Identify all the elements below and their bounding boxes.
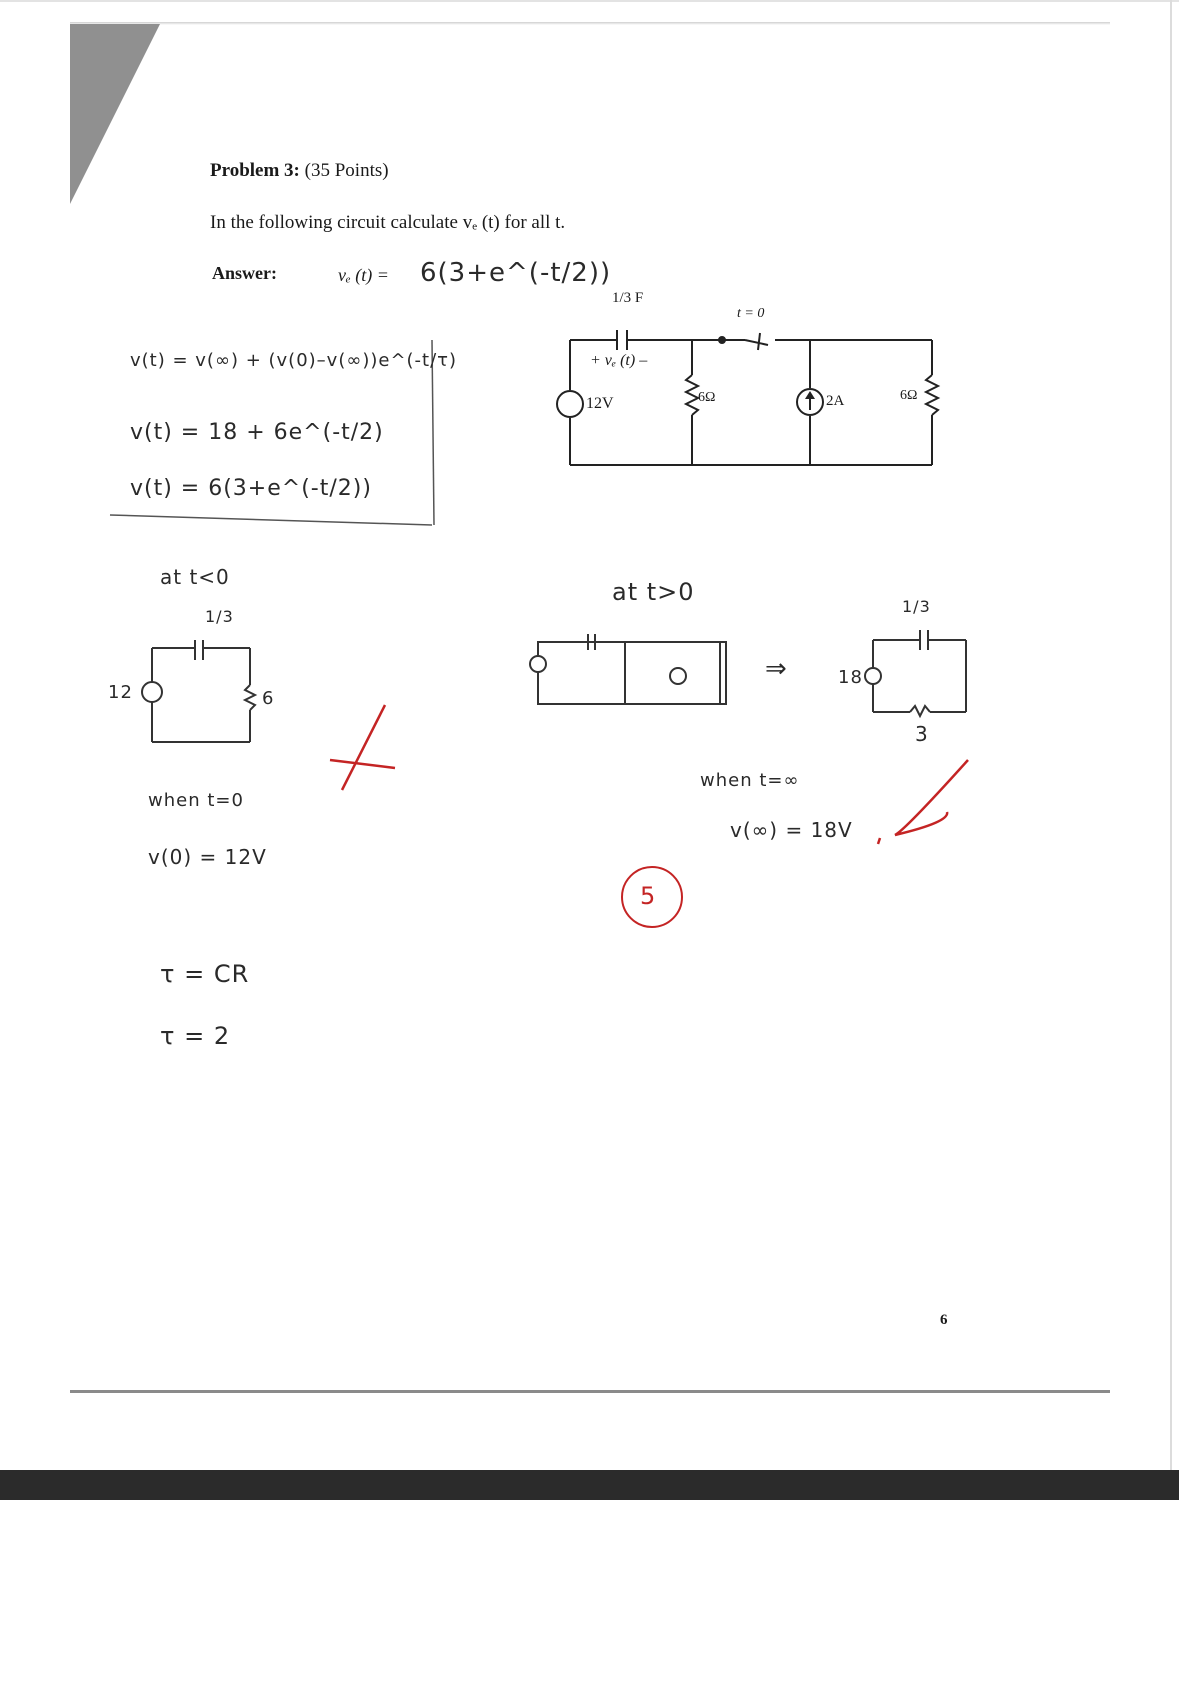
resistor1-label: 6Ω: [698, 390, 716, 405]
problem-points: (35 Points): [304, 160, 389, 181]
answer-value: 6(3+e^(-t/2)): [420, 258, 612, 288]
score: 5: [640, 882, 657, 910]
arrow-icon: ⇒: [765, 654, 788, 684]
answer-label: Answer:: [212, 263, 277, 283]
tau-definition: τ = CR: [160, 960, 250, 988]
switch-label: t = 0: [737, 306, 765, 321]
after-capacitor-label: 1/3: [902, 597, 931, 616]
v-infinity-value: v(∞) = 18V: [730, 818, 853, 842]
before-source-icon: [142, 682, 162, 702]
problem-statement: In the following circuit calculate vₑ (t) for all t.: [210, 212, 566, 233]
voltage-source-icon: [557, 391, 583, 417]
before-resistor-label: 6: [262, 688, 275, 709]
problem-title: Problem 3:: [210, 160, 300, 181]
red-check-mark-icon: [878, 760, 968, 844]
equation-general: v(t) = v(∞) + (v(0)–v(∞))e^(-t/τ): [130, 350, 458, 371]
bottom-bar: [0, 1470, 1179, 1500]
answer-lhs: vₑ (t) =: [338, 265, 389, 285]
circuit-after: [538, 630, 966, 716]
label-after: at t>0: [612, 578, 695, 606]
resistor2-label: 6Ω: [900, 388, 918, 403]
before-source-label: 12: [108, 682, 133, 703]
resistor-6-ohm-1: [686, 375, 698, 415]
box-bottom: [110, 515, 432, 525]
v0-value: v(0) = 12V: [148, 845, 267, 869]
label-before: at t<0: [160, 565, 230, 589]
equation-substituted: v(t) = 18 + 6e^(-t/2): [130, 420, 384, 445]
capacitor-voltage-label: + vₑ (t) –: [590, 352, 648, 369]
capacitor-label: 1/3 F: [612, 290, 644, 306]
red-cross-mark-icon: [330, 705, 395, 790]
after-source-icon: [530, 656, 546, 672]
thevenin-source-icon: [865, 668, 881, 684]
circuit-before: [152, 640, 255, 742]
resistor-6-ohm-2: [926, 375, 938, 415]
paper-bottom-edge: [70, 1390, 1110, 1393]
before-capacitor-label: 1/3: [205, 607, 234, 626]
tau-value: τ = 2: [160, 1022, 231, 1050]
after-current-source-icon: [670, 668, 686, 684]
current-source-label: 2A: [826, 393, 845, 409]
equation-final: v(t) = 6(3+e^(-t/2)): [130, 476, 372, 501]
source-voltage-label: 12V: [586, 395, 614, 412]
when-t0-label: when t=0: [148, 790, 244, 811]
page-number: 6: [940, 1312, 948, 1328]
main-circuit: [570, 330, 938, 465]
when-infinity-label: when t=∞: [700, 770, 800, 791]
switch-arm: [745, 340, 768, 345]
after-source-label: 18: [838, 667, 863, 688]
after-resistor-label: 3: [915, 722, 929, 746]
